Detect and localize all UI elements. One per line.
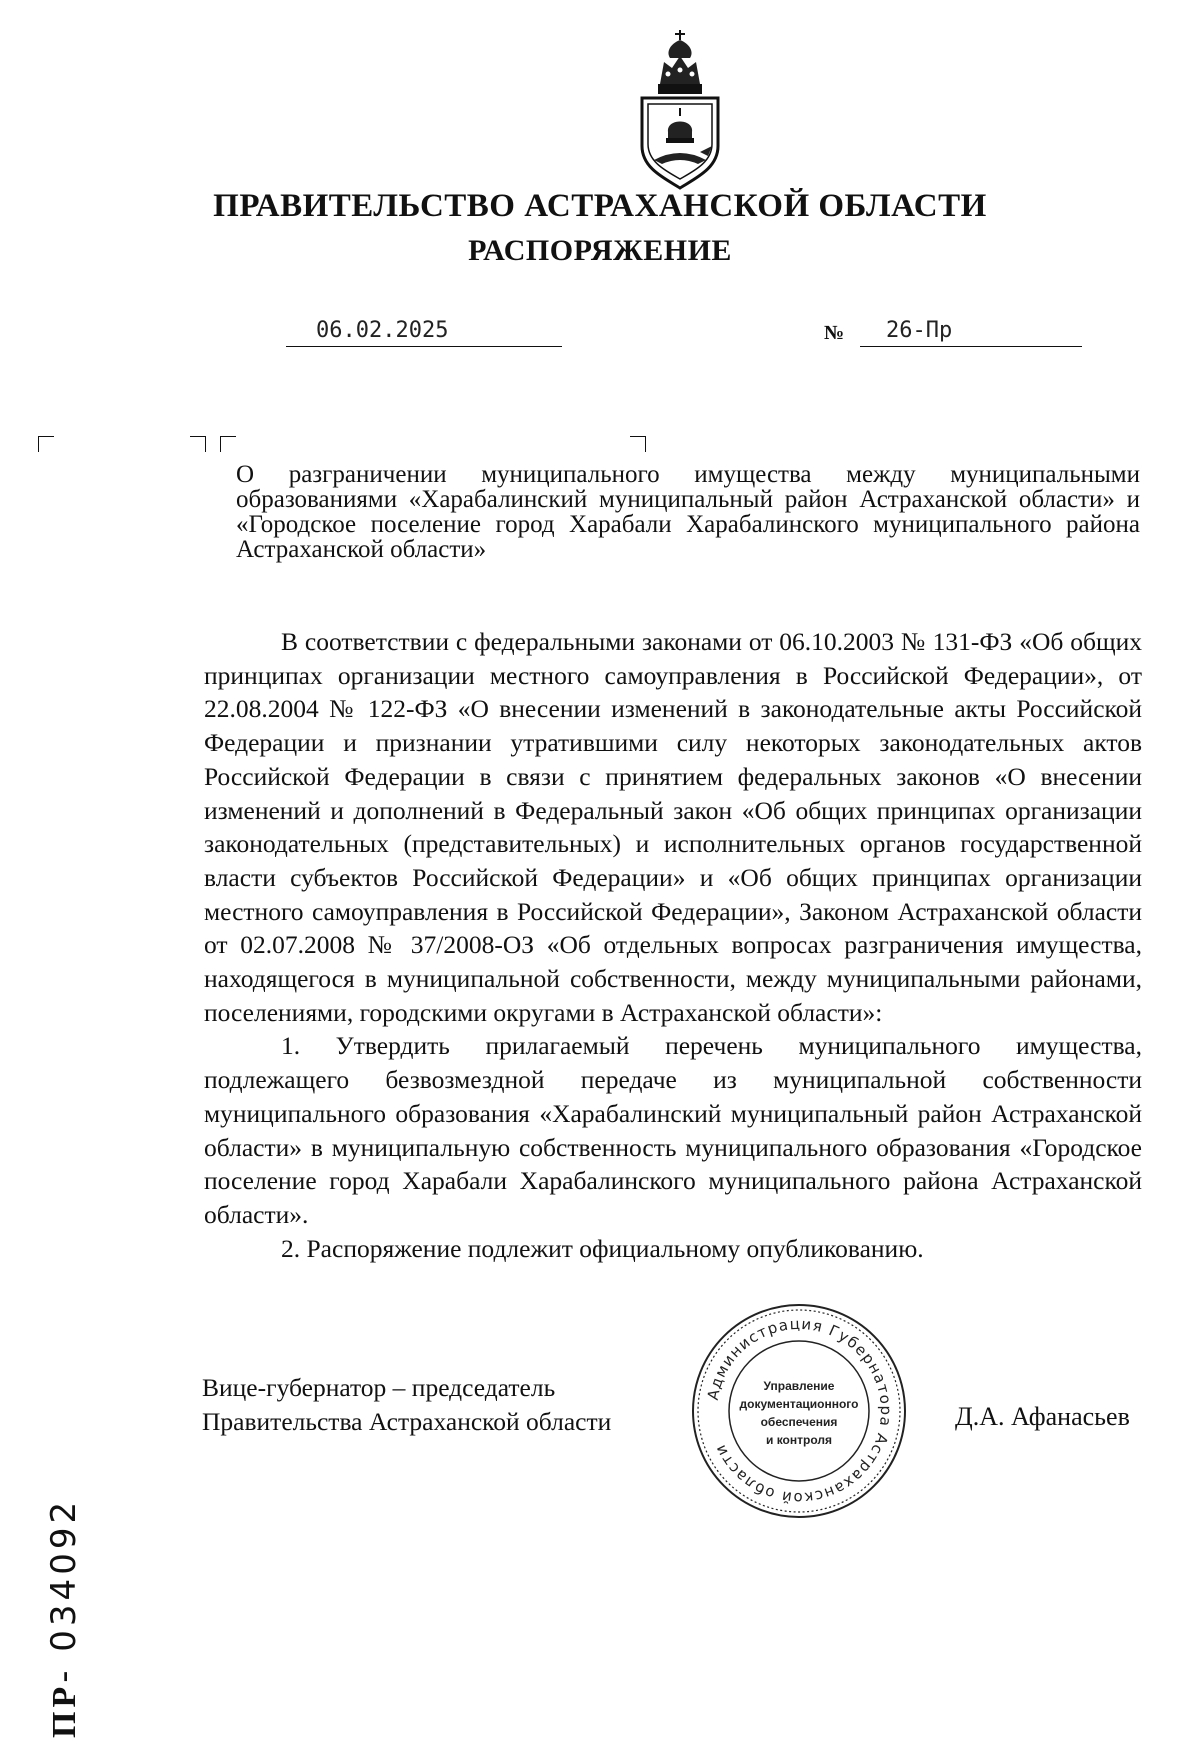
coat-of-arms-emblem [630,28,730,190]
body-item-2: 2. Распоряжение подлежит официальному опубликованию. [281,1233,924,1263]
document-subject: О разграничении муниципального имущества между муниципальными образованиями «Харабалинский муниципальный район Астраханской области» и «Городское поселение город Харабали Харабалинского муниципального района Астраханской области» [236,461,1140,563]
astrakhan-coat-of-arms-icon [630,28,730,190]
subject-bracket-left [220,436,236,452]
official-seal-stamp [690,1302,908,1520]
subject-bracket-right [630,436,646,452]
body-preamble: В соответствии с федеральными законами от 06.10.2003 № 131-ФЗ «Об общих принципах организации местного самоуправления в Российской Федерации», от 22.08.2004 № 122-ФЗ «О внесении изменений в законодательные акты Российской Федерации и признании утратившими силу некоторых законодательных актов Российской Федерации в связи с принятием федеральных законов «О внесении изменений и дополнений в Федеральный закон «Об общих принципах организации законодательных (представительных) и исполнительных органов государственной власти субъектов Российской Федерации» и «Об общих принципах организации местного самоуправления в Российской Федерации», Законом Астраханской области от 02.07.2008 № 37/2008-ОЗ «Об отдельных вопросах разграничения имущества, находящегося в муниципальной собственности, между муниципальными районами, поселениями, городскими округами в Астраханской области»: [204,627,1142,1027]
seal-center-line-3: обеспечения [760,1415,838,1429]
form-registration-number [44,1498,84,1738]
seal-ring-text: Администрация Губернатора Астраханской области [703,1314,896,1508]
seal-center-line-2: документационного [739,1397,859,1411]
document-number: 26-Пр [860,315,1082,347]
seal-center-line-1: Управление [763,1379,835,1393]
seal-center-line-4: и контроля [766,1433,832,1447]
signatory-name: Д.А. Афанасьев [955,1402,1130,1431]
number-label: № [824,322,845,344]
document-date: 06.02.2025 [286,315,562,347]
signatory-position-line-2: Правительства Астраханской области [202,1407,612,1436]
body-item-1: 1. Утвердить прилагаемый перечень муниципального имущества, подлежащего безвозмездной передаче из муниципальной собственности муниципального образования «Харабалинский муниципальный район Астраханской области» в муниципальную собственность муниципального образования «Городское поселение город Харабали Харабалинского муниципального района Астраханской области». [204,1031,1142,1229]
organization-title: ПРАВИТЕЛЬСТВО АСТРАХАНСКОЙ ОБЛАСТИ [213,188,987,224]
document-type: РАСПОРЯЖЕНИЕ [468,234,732,267]
form-number: - 034092 [44,1497,84,1683]
form-prefix: ПР [46,1682,83,1738]
signatory-position [202,1371,611,1439]
left-margin-corner-mark [38,436,54,452]
left-margin-corner-mark-right [190,436,206,452]
signatory-position-line-1: Вице-губернатор – председатель [202,1373,556,1402]
document-body [204,625,1142,1265]
